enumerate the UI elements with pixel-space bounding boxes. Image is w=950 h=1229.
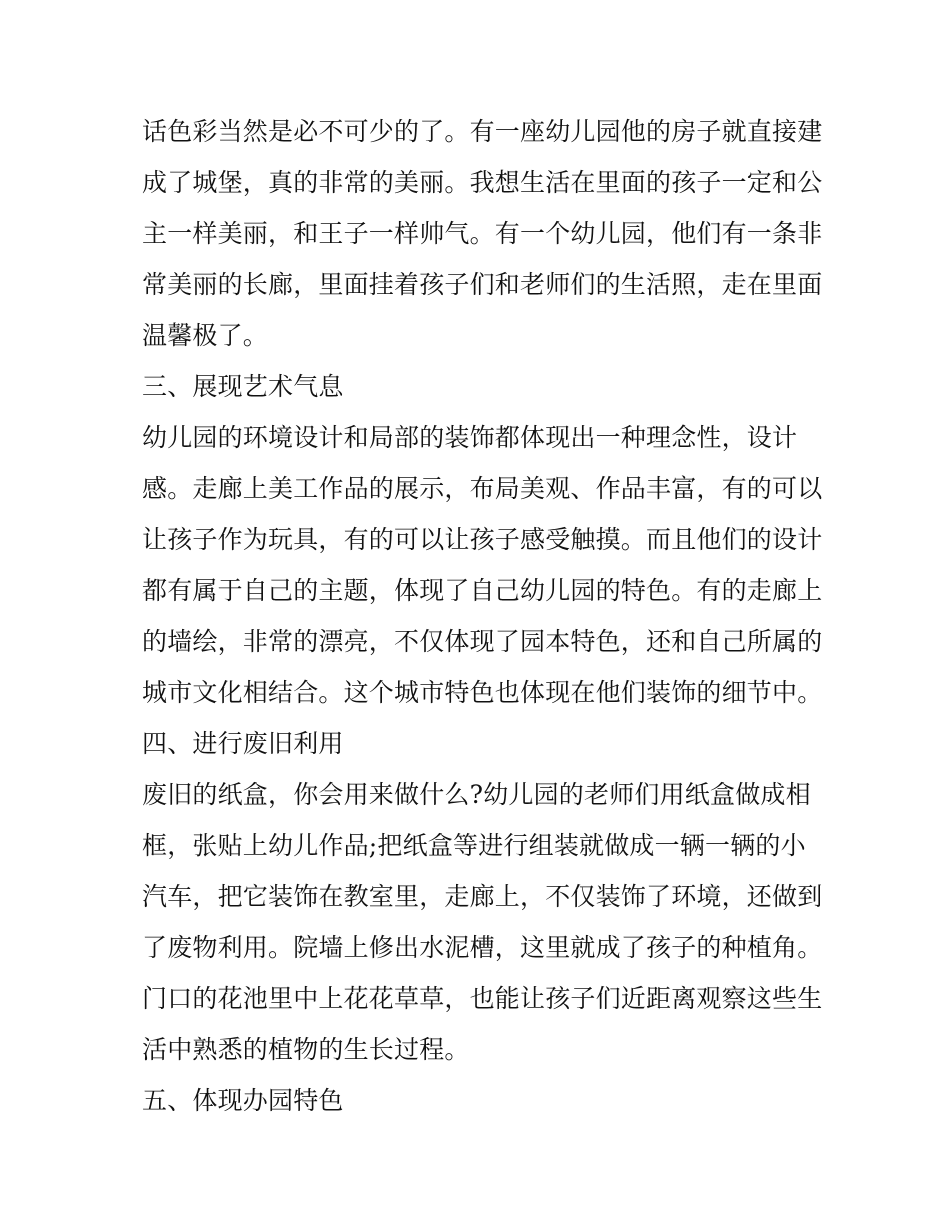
paragraph-line: 成了城堡，真的非常的美丽。我想生活在里面的孩子一定和公 — [142, 168, 823, 197]
paragraph-line: 感。走廊上美工作品的展示，布局美观、作品丰富，有的可以 — [142, 474, 823, 503]
paragraph-line: 主一样美丽，和王子一样帅气。有一个幼儿园，他们有一条非 — [142, 219, 823, 248]
section-heading: 三、展现艺术气息 — [142, 372, 344, 401]
paragraph-line: 常美丽的长廊，里面挂着孩子们和老师们的生活照，走在里面 — [142, 270, 823, 299]
paragraph-line: 温馨极了。 — [142, 321, 269, 350]
paragraph-line: 废旧的纸盒，你会用来做什么?幼儿园的老师们用纸盒做成相 — [142, 780, 811, 809]
paragraph-line: 框，张贴上幼儿作品;把纸盒等进行组装就做成一辆一辆的小 — [142, 831, 806, 860]
paragraph-line: 的墙绘，非常的漂亮，不仅体现了园本特色，还和自己所属的 — [142, 627, 823, 656]
paragraph-line: 都有属于自己的主题，体现了自己幼儿园的特色。有的走廊上 — [142, 576, 823, 605]
paragraph-line: 了废物利用。院墙上修出水泥槽，这里就成了孩子的种植角。 — [142, 933, 823, 962]
section-heading: 四、进行废旧利用 — [142, 729, 344, 758]
paragraph-line: 活中熟悉的植物的生长过程。 — [142, 1035, 470, 1064]
paragraph-line: 门口的花池里中上花花草草，也能让孩子们近距离观察这些生 — [142, 984, 823, 1013]
paragraph-line: 城市文化相结合。这个城市特色也体现在他们装饰的细节中。 — [142, 678, 823, 707]
paragraph-line: 话色彩当然是必不可少的了。有一座幼儿园他的房子就直接建 — [142, 117, 823, 146]
paragraph-line: 幼儿园的环境设计和局部的装饰都体现出一种理念性，设计 — [142, 423, 798, 452]
paragraph-line: 让孩子作为玩具，有的可以让孩子感受触摸。而且他们的设计 — [142, 525, 823, 554]
section-heading: 五、体现办园特色 — [142, 1086, 344, 1115]
paragraph-line: 汽车，把它装饰在教室里，走廊上，不仅装饰了环境，还做到 — [142, 882, 823, 911]
document-body — [142, 106, 822, 1126]
